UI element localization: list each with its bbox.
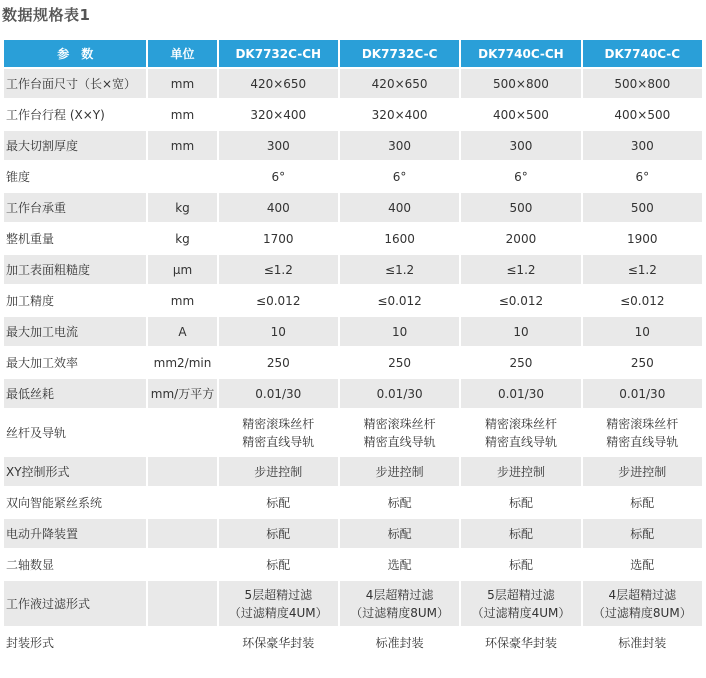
header-model: DK7732C-CH [219,40,338,67]
value-cell: 标配 [461,519,580,548]
value-line: 5层超精过滤 [487,587,555,602]
spec-table [2,38,704,659]
param-cell: 整机重量 [6,231,55,246]
value-cell: ≤1.2 [219,255,338,284]
value-cell: 6° [514,169,528,184]
unit-cell: μm [148,255,216,284]
value-line: 精密滚珠丝杆 [242,416,315,431]
header-row [4,40,702,67]
value-cell: 0.01/30 [583,379,702,408]
table-row [4,348,702,377]
value-cell: 标配 [266,557,291,572]
value-cell: 标配 [508,495,533,510]
value-cell: 选配 [630,557,655,572]
param-cell: 工作台行程 (X×Y) [6,107,105,122]
table-row [4,519,702,548]
value-cell [461,581,580,626]
unit-cell [148,488,216,517]
value-line: 精密直线导轨 [484,434,557,449]
table-row [4,488,702,517]
param-cell: 工作液过滤形式 [4,581,146,626]
value-cell: 标配 [340,519,459,548]
value-cell: 标配 [508,557,533,572]
table-row [4,379,702,408]
header-model: DK7740C-C [583,40,702,67]
table-row [4,69,702,98]
value-cell [219,410,338,455]
value-cell: 10 [219,317,338,346]
table-row [4,162,702,191]
value-cell: 0.01/30 [219,379,338,408]
value-cell: 400 [219,193,338,222]
value-cell: ≤0.012 [620,293,665,308]
param-cell: 最大加工效率 [6,355,79,370]
value-line: （过滤精度4UM） [471,605,571,620]
unit-cell [148,581,216,626]
param-cell: 封装形式 [6,635,55,650]
value-cell: 320×400 [371,107,428,122]
param-cell: XY控制形式 [4,457,146,486]
value-cell: 步进控制 [583,457,702,486]
value-line: （过滤精度4UM） [228,605,328,620]
unit-cell [148,628,216,657]
table-row [4,255,702,284]
value-cell [219,581,338,626]
param-cell: 丝杆及导轨 [6,425,67,440]
table-row [4,100,702,129]
value-line: 5层超精过滤 [244,587,313,602]
value-cell: 10 [340,317,459,346]
value-cell: 300 [340,131,459,160]
unit-cell: mm [148,69,216,98]
param-cell: 最低丝耗 [4,379,146,408]
param-cell: 二轴数显 [6,557,55,572]
table-row [4,193,702,222]
value-cell: 标准封装 [618,635,667,650]
param-cell: 双向智能紧丝系统 [6,495,103,510]
value-cell: 500 [583,193,702,222]
value-cell: 10 [461,317,580,346]
table-row [4,628,702,657]
value-cell [583,410,702,455]
value-cell: 500×800 [583,69,702,98]
table-row [4,410,702,455]
value-cell: 1900 [627,231,658,246]
value-cell [340,410,459,455]
value-line: 精密滚珠丝杆 [363,416,436,431]
value-cell: 400×500 [493,107,549,122]
param-cell: 电动升降装置 [4,519,146,548]
unit-cell [148,410,216,455]
value-cell: 环保豪华封装 [242,635,315,650]
param-cell: 工作台面尺寸（长×宽） [4,69,146,98]
value-cell: 250 [630,355,654,370]
value-line: 精密直线导轨 [242,434,315,449]
table-title: 数据规格表1 [2,6,91,24]
param-cell: 工作台承重 [4,193,146,222]
unit-cell [148,550,216,579]
value-cell: 300 [461,131,580,160]
value-cell: 标配 [219,519,338,548]
unit-cell: kg [175,231,190,246]
table-row [4,224,702,253]
value-cell: 2000 [505,231,537,246]
value-cell: 标配 [266,495,291,510]
value-line: 精密滚珠丝杆 [484,416,557,431]
unit-cell [148,457,216,486]
value-cell: ≤0.012 [256,293,301,308]
value-cell [340,581,459,626]
value-cell: 标配 [583,519,702,548]
value-cell: 标配 [630,495,655,510]
value-line: 精密直线导轨 [606,434,679,449]
param-cell: 最大切割厚度 [4,131,146,160]
value-cell: 步进控制 [340,457,459,486]
table-row [4,550,702,579]
value-line: 精密直线导轨 [363,434,436,449]
unit-cell: kg [148,193,216,222]
value-cell: 选配 [387,557,412,572]
header-model: DK7740C-CH [461,40,580,67]
value-cell: 6° [392,169,407,184]
value-cell: 420×650 [340,69,459,98]
unit-cell: mm [170,293,195,308]
value-cell: 环保豪华封装 [484,635,557,650]
unit-cell [148,519,216,548]
value-line: （过滤精度8UM） [592,605,692,620]
value-cell: ≤0.012 [377,293,422,308]
value-cell: 400×500 [614,107,671,122]
value-line: 4层超精过滤 [365,587,434,602]
table-row [4,581,702,626]
unit-cell: A [148,317,216,346]
value-line: （过滤精度8UM） [350,605,449,620]
table-row [4,317,702,346]
value-cell: 0.01/30 [461,379,580,408]
value-cell: 步进控制 [219,457,338,486]
param-cell: 锥度 [6,169,31,184]
value-line: 4层超精过滤 [608,587,677,602]
unit-cell: mm [170,107,195,122]
value-cell: 标准封装 [375,635,424,650]
value-cell [461,410,580,455]
value-cell: 10 [583,317,702,346]
header-param: 参 数 [4,40,146,67]
unit-cell: mm2/min [153,355,212,370]
value-cell: 250 [266,355,290,370]
table-row [4,131,702,160]
value-cell: ≤0.012 [498,293,544,308]
value-cell: 400 [340,193,459,222]
header-model: DK7732C-C [340,40,459,67]
table-row [4,286,702,315]
value-line: 精密滚珠丝杆 [606,416,679,431]
value-cell: 500 [461,193,580,222]
unit-cell: mm [148,131,216,160]
unit-cell [148,162,216,191]
value-cell: 420×650 [219,69,338,98]
value-cell: ≤1.2 [583,255,702,284]
value-cell: 0.01/30 [340,379,459,408]
header-unit: 单位 [148,40,216,67]
value-cell: 320×400 [250,107,307,122]
value-cell: 300 [583,131,702,160]
unit-cell: mm/万平方 [148,379,216,408]
value-cell: 步进控制 [461,457,580,486]
value-cell: 6° [635,169,650,184]
value-cell: ≤1.2 [461,255,580,284]
value-cell: 250 [388,355,412,370]
table-row [4,457,702,486]
value-cell: 250 [509,355,533,370]
value-cell: 标配 [387,495,412,510]
value-cell: 500×800 [461,69,580,98]
value-cell: 1700 [262,231,294,246]
param-cell: 加工表面粗糙度 [4,255,146,284]
value-cell: 1600 [384,231,415,246]
param-cell: 最大加工电流 [4,317,146,346]
value-cell: 6° [271,169,286,184]
value-cell: 300 [219,131,338,160]
value-cell: ≤1.2 [340,255,459,284]
param-cell: 加工精度 [6,293,55,308]
value-cell [583,581,702,626]
